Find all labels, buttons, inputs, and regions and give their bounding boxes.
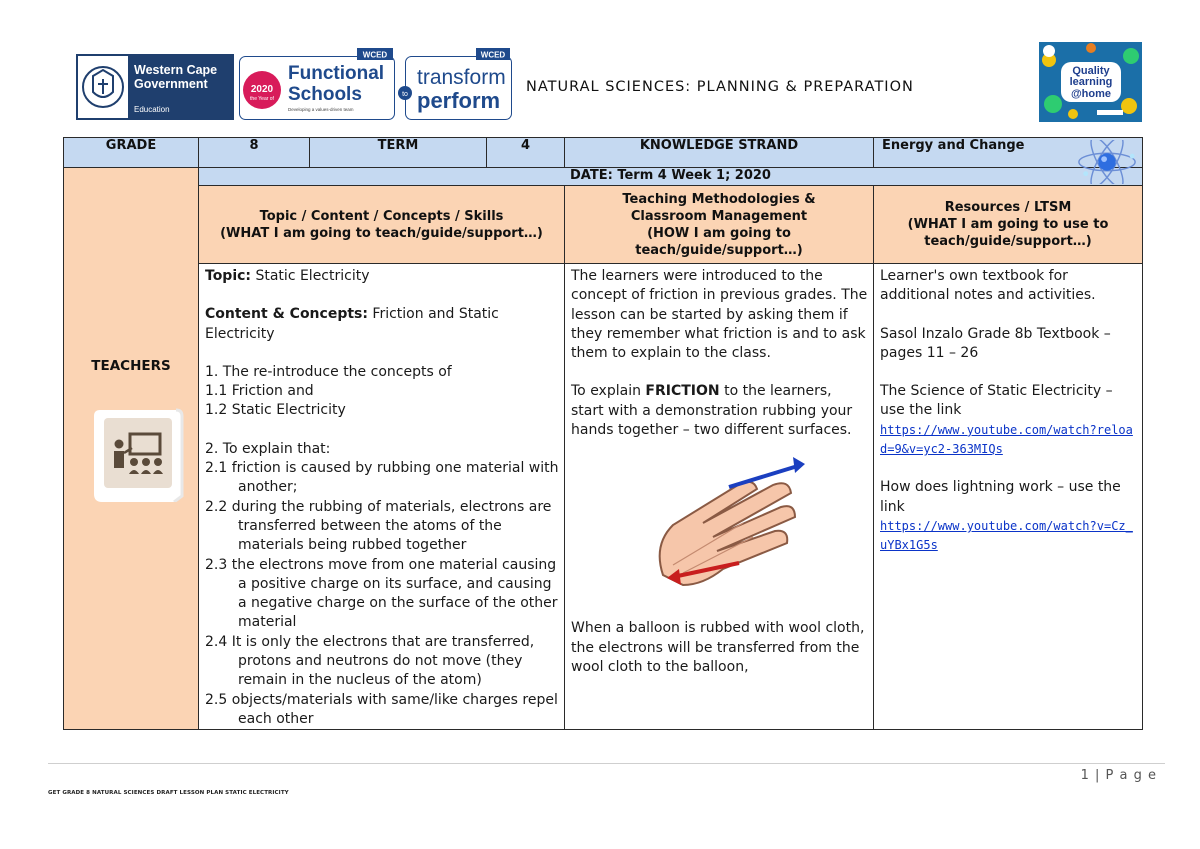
methods-header-line: Teaching Methodologies &	[622, 191, 816, 207]
resources-header-line: teach/guide/support…)	[924, 234, 1092, 249]
svg-text:Developing a values-driven tea: Developing a values-driven team	[288, 107, 354, 112]
svg-text:perform: perform	[417, 88, 501, 113]
lesson-plan-table	[63, 137, 1143, 730]
svg-text:Education: Education	[134, 105, 170, 114]
grade-label: GRADE	[64, 138, 199, 168]
quality-learning-at-home-logo	[1039, 42, 1142, 122]
term-value: 4	[487, 138, 565, 168]
teachers-cell	[64, 168, 199, 730]
topic-column-header	[199, 186, 565, 264]
resources-column-header	[874, 186, 1143, 264]
svg-text:transform: transform	[417, 66, 506, 89]
svg-text:Schools: Schools	[288, 84, 362, 105]
methods-column-header	[565, 186, 874, 264]
teachers-label: TEACHERS	[91, 358, 171, 374]
list-item: 2.5 objects/materials with same/like charges repel each other	[205, 691, 558, 727]
static-electricity-video-link[interactable]: https://www.youtube.com/watch?reload=9&v=yc2-363MIQs	[880, 422, 1133, 457]
term-label: TERM	[310, 138, 487, 168]
footer-document-title: GET GRADE 8 NATURAL SCIENCES DRAFT LESSON PLAN STATIC ELECTRICITY	[48, 790, 289, 796]
page-title: NATURAL SCIENCES: PLANNING & PREPARATION	[526, 79, 914, 95]
svg-text:WCED: WCED	[480, 50, 506, 60]
date-row: DATE: Term 4 Week 1; 2020	[199, 168, 1143, 186]
info-row	[64, 138, 1143, 168]
western-cape-government-logo	[76, 54, 234, 120]
list-item: 2.4 It is only the electrons that are transferred, protons and neutrons do not move (they remain in the nucleus of the atom)	[205, 633, 535, 689]
grade-value: 8	[199, 138, 310, 168]
resources-content-cell	[874, 264, 1143, 730]
methods-content-cell	[565, 264, 874, 730]
concepts-line: Content & Concepts: Friction and Static Electricity	[205, 306, 499, 342]
resource-item: Sasol Inzalo Grade 8b Textbook – pages 11 – 26	[880, 325, 1111, 361]
svg-text:learning: learning	[1069, 76, 1113, 88]
methods-header-line: Classroom Management	[630, 208, 808, 224]
knowledge-strand-value-cell	[874, 138, 1143, 168]
transform-to-perform-logo	[397, 48, 512, 120]
list-item: 1.1 Friction and	[205, 383, 314, 400]
teacher-classroom-icon	[90, 404, 186, 502]
svg-text:Western Cape: Western Cape	[134, 63, 218, 77]
resource-item: How does lightning work – use the link	[880, 479, 1121, 515]
topic-header-line: Topic / Content / Concepts / Skills	[259, 208, 504, 224]
svg-text:WCED: WCED	[362, 50, 388, 60]
list-item: 2.1 friction is caused by rubbing one material with another;	[205, 460, 559, 496]
resources-header-line: (WHAT I am going to use to	[907, 217, 1109, 232]
resource-item: Learner's own textbook for additional notes and activities.	[880, 268, 1096, 304]
svg-text:the Year of: the Year of	[250, 96, 274, 102]
methods-header-line: (HOW I am going to	[647, 225, 791, 241]
resource-item: The Science of Static Electricity – use the link	[880, 383, 1113, 419]
topic-line: Topic: Static Electricity	[205, 268, 370, 284]
knowledge-strand-label: KNOWLEDGE STRAND	[565, 138, 874, 168]
methods-paragraph: The learners were introduced to the concept of friction in previous grades. The lesson can be started by asking them if they remember what friction is and to ask them to explain to the class.	[571, 268, 868, 362]
rubbing-hands-illustration	[643, 445, 811, 613]
atom-icon	[1076, 140, 1138, 184]
topic-header-line: (WHAT I am going to teach/guide/support…)	[220, 225, 543, 241]
list-item: 2.2 during the rubbing of materials, electrons are transferred between the atoms of the materials being rubbed together	[205, 498, 552, 554]
methods-header-line: teach/guide/support…)	[635, 242, 803, 258]
lightning-video-link[interactable]: https://www.youtube.com/watch?v=Cz_uYBx1G5s	[880, 518, 1133, 553]
svg-text:Functional: Functional	[288, 63, 385, 84]
methods-paragraph: When a balloon is rubbed with wool cloth, the electrons will be transferred from the wool cloth to the balloon,	[571, 620, 865, 675]
svg-text:@home: @home	[1070, 88, 1112, 100]
functional-schools-logo	[239, 48, 395, 120]
svg-text:Government: Government	[134, 77, 208, 91]
methods-paragraph: To explain FRICTION to the learners, start with a demonstration rubbing your hands together – two different surfaces.	[571, 383, 853, 439]
page-number: 1 | P a g e	[1080, 768, 1157, 783]
knowledge-strand-value: Energy and Change	[882, 138, 1025, 153]
resources-header-line: Resources / LTSM	[944, 200, 1072, 215]
list-item: 2.3 the electrons move from one material causing a positive charge on its surface, and causing a negative charge on the surface of the other material	[205, 556, 558, 631]
svg-text:Quality: Quality	[1072, 65, 1110, 77]
intro-line: 1. The re-introduce the concepts of	[205, 363, 452, 380]
footer-divider	[48, 763, 1165, 764]
svg-text:to: to	[402, 91, 408, 98]
topic-content-cell	[199, 264, 565, 730]
explain-line: 2. To explain that:	[205, 440, 331, 457]
svg-text:2020: 2020	[250, 84, 274, 95]
list-item: 1.2 Static Electricity	[205, 402, 346, 419]
